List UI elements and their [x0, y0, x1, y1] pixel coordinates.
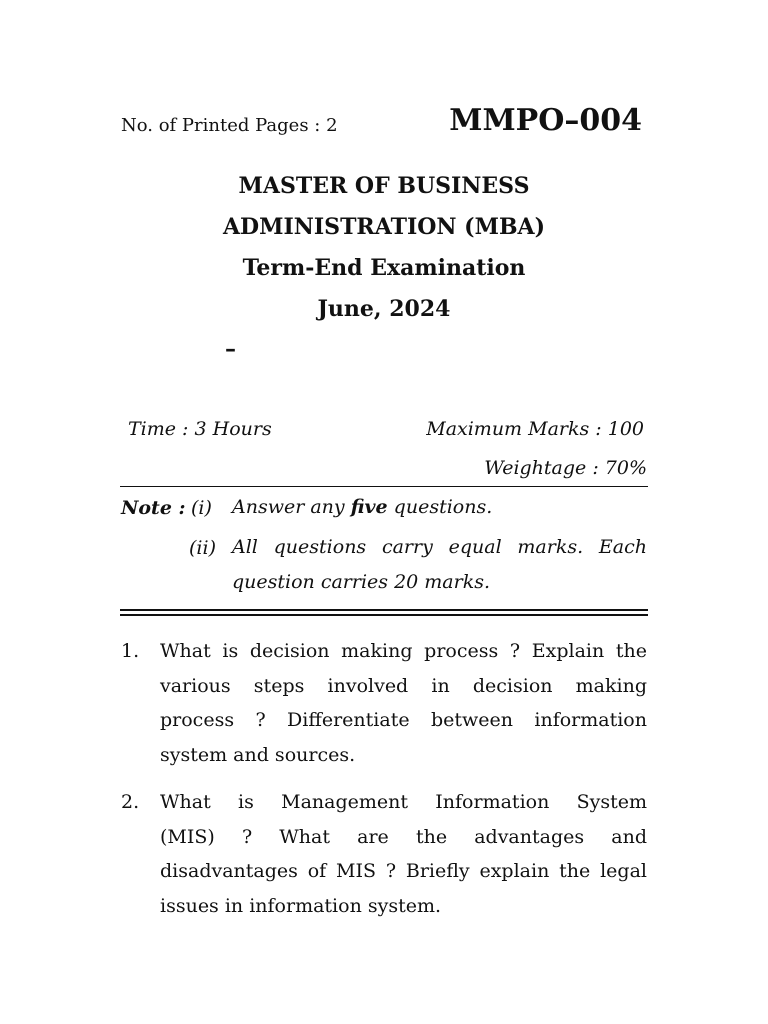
note-item-text: All questions carry equal marks. Each question carries 20 marks. — [232, 536, 647, 593]
course-code: MMPO–004 — [449, 103, 642, 138]
weightage: Weightage : 70% — [484, 457, 647, 479]
divider-line — [120, 486, 648, 487]
question-line: (MIS) ? What are the advantages and — [160, 825, 647, 848]
title-line-4: June, 2024 — [317, 296, 451, 322]
title-dash: – — [225, 336, 236, 362]
question-number: 2. — [121, 791, 140, 813]
title-line-1: MASTER OF BUSINESS — [238, 173, 530, 199]
printed-pages-count: No. of Printed Pages : 2 — [121, 115, 338, 136]
question-line: What is Management Information System — [160, 791, 647, 813]
title-line-2: ADMINISTRATION (MBA) — [222, 214, 546, 240]
question-number: 1. — [121, 640, 140, 662]
time-allowed: Time : 3 Hours — [128, 418, 272, 440]
maximum-marks: Maximum Marks : 100 — [426, 418, 644, 440]
note-item-text: Answer any five questions. — [232, 496, 493, 518]
note-emphasis: five — [350, 496, 388, 518]
note-item-number: (ii) — [189, 537, 216, 559]
note-label: Note : — [121, 497, 186, 519]
question-line: various steps involved in decision making — [160, 674, 647, 697]
double-divider-bottom — [120, 614, 648, 616]
exam-title — [0, 170, 768, 334]
question-line: issues in information system. — [160, 894, 442, 917]
question-line: disadvantages of MIS ? Briefly explain the legal — [160, 860, 647, 882]
double-divider-top — [120, 609, 648, 611]
question-text — [160, 785, 647, 923]
question-line: system and sources. — [160, 743, 356, 766]
question-line: What is decision making process ? Explain the — [160, 640, 647, 662]
question-line: process ? Differentiate between information — [160, 709, 647, 731]
title-line-3: Term-End Examination — [242, 255, 526, 281]
note-item-number: (i) — [191, 497, 212, 519]
question-text — [160, 634, 647, 772]
